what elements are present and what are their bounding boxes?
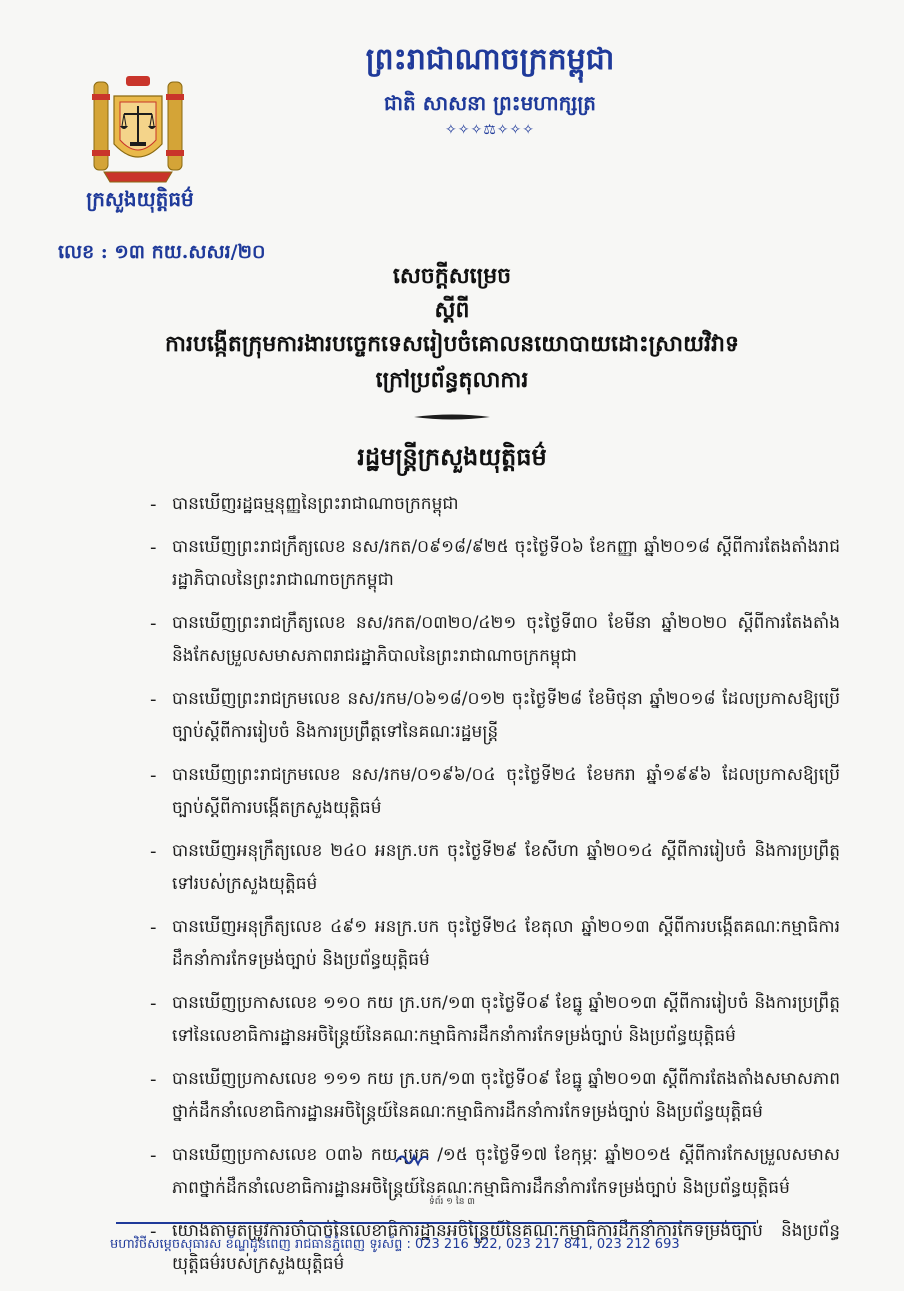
bullet-dash: - [150,1145,157,1166]
list-item [150,531,840,597]
ministry-name: ក្រសួងយុត្តិធម៌ [86,187,194,211]
list-item [150,488,840,521]
minister-title: រដ្ឋមន្ត្រីក្រសួងយុត្តិធម៌ [357,442,547,471]
bullet-dash: - [150,613,157,634]
list-item-text: បានឃើញព្រះរាជក្រឹត្យលេខ នស/រកត/០៣២០/៤២១ ចុះថ្ងៃទី៣០ ខែមីនា ឆ្នាំ២០២០ ស្តីពីការតែងតាំង និងកែសម្រួលសមាសភាពរាជរដ្ឋាភិបាលនៃព្រះរាជាណាចក្រកម្ពុជា [172,613,840,666]
reference-number: លេខ : ១៣ កយ.សសរ/២០ [58,241,266,263]
list-item-text: បានឃើញព្រះរាជក្រមលេខ នស/រកម/០៦១៨/០១២ ចុះថ្ងៃទី២៨ ខែមិថុនា ឆ្នាំ២០១៨ ដែលប្រកាសឱ្យប្រើច្បាប់ស្តីពីការរៀបចំ និងការប្រព្រឹត្តទៅនៃគណៈរដ្ឋមន្ត្រី [172,689,840,742]
bullet-dash: - [150,1069,157,1090]
list-item [150,835,840,901]
list-item [150,759,840,825]
footer-divider [116,1222,756,1224]
kingdom-heading: ព្រះរាជាណាចក្រកម្ពុជា [365,42,615,77]
national-motto: ជាតិ សាសនា ព្រះមហាក្សត្រ [384,91,596,115]
list-item [150,607,840,673]
footer-address: មហាវិថីសម្តេចសុធារស ខ័ណ្ឌដូនពេញ រាជធានីភ្នំពេញ ទូរស័ព្ទ : 023 216 322, 023 217 841, 023 212 693 [110,1237,680,1252]
list-item-text: បានឃើញប្រកាសលេខ ១១០ កយ ក្រ.បក/១៣ ចុះថ្ងៃទី០៩ ខែធ្នូ ឆ្នាំ២០១៣ ស្តីពីការរៀបចំ និងការប្រព្រឹត្តទៅនៃលេខាធិការដ្ឋានអចិន្ត្រៃយ៍នៃគណៈកម្មាធិការដឹកនាំការកែទម្រង់ច្បាប់ និងប្រព័ន្ធយុត្តិធម៌ [172,993,840,1046]
title-subject-continued: ក្រៅប្រព័ន្ធតុលាការ [375,367,529,393]
title-decision: សេចក្តីសម្រេច [392,263,512,289]
list-item-text: បានឃើញប្រកាសលេខ ១១១ កយ ក្រ.បក/១៣ ចុះថ្ងៃទី០៩ ខែធ្នូ ឆ្នាំ២០១៣ ស្តីពីការតែងតាំងសមាសភាពថ្នាក់ដឹកនាំលេខាធិការដ្ឋានអចិន្ត្រៃយ៍នៃគណៈកម្មាធិការដឹកនាំការកែទម្រង់ច្បាប់ និងប្រព័ន្ធយុត្តិធម៌ [172,1069,840,1122]
title-subject: ការបង្កើតក្រុមការងារបច្ចេកទេសរៀបចំគោលនយោបាយដោះស្រាយវិវាទ [165,331,739,357]
bullet-dash: - [150,1221,157,1242]
list-item-text: បានឃើញអនុក្រឹត្យលេខ ៤៩១ អនក្រ.បក ចុះថ្ងៃទី២៤ ខែតុលា ឆ្នាំ២០១៣ ស្តីពីការបង្កើតគណៈកម្មាធិការដឹកនាំការកែទម្រង់ច្បាប់ និងប្រព័ន្ធយុត្តិធម៌ [172,917,840,970]
bullet-dash: - [150,494,157,515]
bullet-dash: - [150,841,157,862]
list-item-text: បានឃើញរដ្ឋធម្មនុញ្ញនៃព្រះរាជាណាចក្រកម្ពុជា [172,494,459,514]
list-item-text: បានឃើញអនុក្រឹត្យលេខ ២៤០ អនក្រ.បក ចុះថ្ងៃទី២៩ ខែសីហា ឆ្នាំ២០១៤ ស្តីពីការរៀបចំ និងការប្រព្រឹត្តទៅរបស់ក្រសួងយុត្តិធម៌ [172,841,840,894]
list-item-text: យោងតាមតម្រូវការចាំបាច់នៃលេខាធិការដ្ឋានអចិន្ត្រៃយ៍នៃគណៈកម្មាធិការដឹកនាំការកែទម្រង់ច្បាប់ និងប្រព័ន្ធយុត្តិធម៌របស់ក្រសួងយុត្តិធម៌ [172,1221,840,1274]
bullet-dash: - [150,689,157,710]
list-item-text: បានឃើញព្រះរាជក្រមលេខ នស/រកម/០១៩៦/០៤ ចុះថ្ងៃទី២៤ ខែមករា ឆ្នាំ១៩៩៦ ដែលប្រកាសឱ្យប្រើច្បាប់ស្តីពីការបង្កើតក្រសួងយុត្តិធម៌ [172,765,840,818]
list-item-text: បានឃើញប្រកាសលេខ ០៣៦ កយ.ប្រក /១៥ ចុះថ្ងៃទី១៧ ខែកុម្ភៈ ឆ្នាំ២០១៥ ស្តីពីការកែសម្រួលសមាសភាពថ្នាក់ដឹកនាំលេខាធិការដ្ឋានអចិន្ត្រៃយ៍នៃគណៈកម្មាធិការដឹកនាំការកែទម្រង់ច្បាប់ និងប្រព័ន្ធយុត្តិធម៌ [172,1145,840,1198]
list-item [150,683,840,749]
ministry-emblem-icon [86,74,190,186]
initials-signature-icon [394,1148,430,1170]
list-item-text: បានឃើញព្រះរាជក្រឹត្យលេខ នស/រកត/០៩១៨/៩២៥ ចុះថ្ងៃទី០៦ ខែកញ្ញា ឆ្នាំ២០១៨ ស្តីពីការតែងតាំងរាជរដ្ឋាភិបាលនៃព្រះរាជាណាចក្រកម្ពុជា [172,537,840,590]
header-ornament: ✧✧✧⚖✧✧✧ [445,122,535,138]
preamble-list [150,488,840,1291]
bullet-dash: - [150,993,157,1014]
title-on: ស្តីពី [434,297,470,323]
list-item [150,1063,840,1129]
list-item [150,987,840,1053]
bullet-dash: - [150,917,157,938]
bullet-dash: - [150,537,157,558]
list-item [150,911,840,977]
page-number: ទំព័រ ១ នៃ ៣ [429,1197,475,1207]
bullet-dash: - [150,765,157,786]
divider-ornament-icon [412,410,492,424]
